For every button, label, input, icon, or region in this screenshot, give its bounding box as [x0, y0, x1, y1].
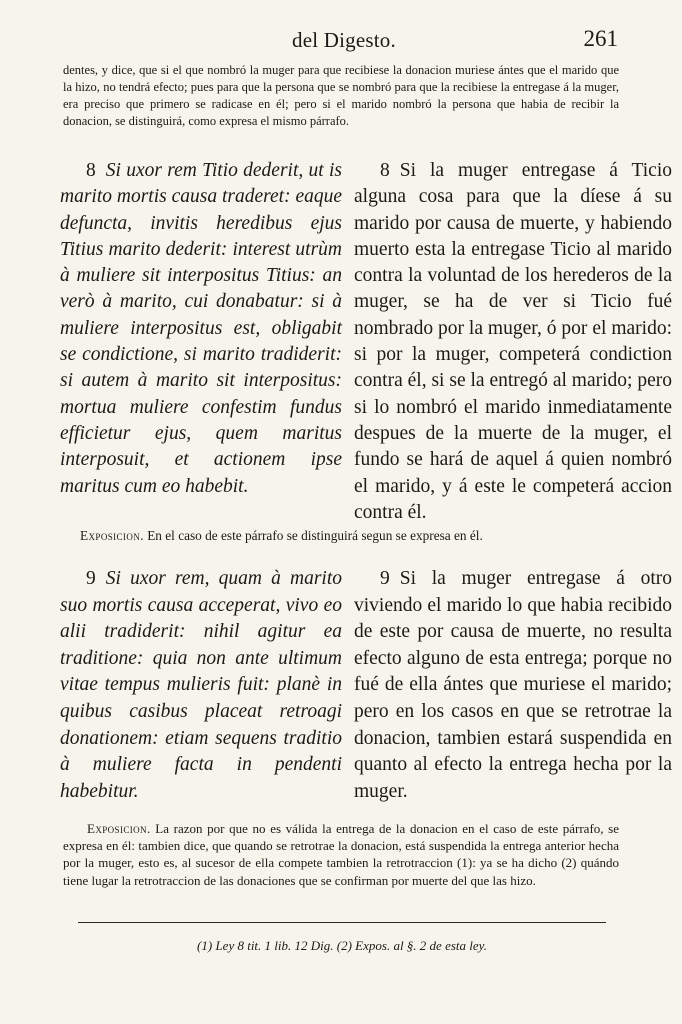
paragraph-9-latin — [60, 566, 342, 805]
paragraph-8-latin-number: 8 — [86, 160, 96, 181]
exposicion-1-label: Exposicion. — [80, 528, 144, 543]
paragraph-8-spanish-number: 8 — [380, 160, 390, 181]
paragraph-9-latin-text: Si uxor rem, quam à marito suo mortis causa acceperat, vivo eo alii tradiderit: nihil agitur ea traditione: quia non ante ultimum vitae tempus mulieris fuit: planè in quibus casibus placeat retroagi donationem: etiam sequens traditio à muliere facta in pendenti habebitur. — [60, 568, 342, 802]
running-title: del Digesto. — [292, 28, 396, 52]
exposicion-2-text: La razon por que no es válida la entrega de la donacion en el caso de este párrafo, se expresa en él: tambien dice, que quando se retrotrae la donacion, está suspendida la entrega anterior hecha por la muger, esto es, al sucesor de ella compete tambien la retrotraccion (1): ya se ha dicho (2) quándo tiene lugar la retrotraccion de las donaciones que se confirman por muerte del que las hizo. — [63, 821, 620, 888]
exposicion-2-label: Exposicion. — [87, 821, 151, 836]
paragraph-9-spanish — [354, 566, 672, 805]
paragraph-9-spanish-text: Si la muger entregase á otro viviendo el marido lo que habia recibido de este por causa de muerte, no resulta efecto alguno de esta entrega; porque no fué de ella ántes que muriese el marido; pero en los casos en que se retrotrae la donacion, tambien estará suspendida en quanto al efecto la entrega hecha por la muger. — [354, 568, 672, 802]
paragraph-8 — [60, 158, 672, 523]
page-number: 261 — [583, 26, 618, 51]
paragraph-8-spanish — [354, 158, 672, 526]
paragraph-8-spanish-text: Si la muger entregase á Ticio alguna cosa para que la díese á su marido por causa de muerte, y habiendo muerto esta la entregase Ticio al marido contra la voluntad de los herederos de la muger, se ha de ver si Ticio fué nombrado por la muger, ó por el marido: si por la muger, competerá condiction contra él, si se la entregó al marido; pero si lo nombró el marido inmediatamente despues de la muerte de la muger, el fundo se hará de aquel á quien nombró el marido, y á este le competerá accion contra él. — [354, 160, 672, 523]
paragraph-9-latin-number: 9 — [86, 568, 96, 589]
exposicion-2 — [63, 820, 619, 889]
paragraph-8-latin — [60, 158, 342, 500]
paragraph-9 — [60, 566, 672, 816]
footnotes: (1) Ley 8 tit. 1 lib. 12 Dig. (2) Expos. al §. 2 de esta ley. — [197, 938, 487, 953]
footnote-rule — [78, 922, 606, 923]
paragraph-8-latin-text: Si uxor rem Titio dederit, ut is marito mortis causa traderet: eaque defuncta, invitis heredibus ejus Titius marito dederit: interest utrùm à muliere sit interpositus Titius: an verò à marito, cui donabatur: si à muliere interpositus est, obligabit se condictione, si marito tradiderit: si autem à marito sit interpositus: mortua muliere confestim fundus efficietur ejus, quem maritus interposuit, et actionem ipse maritus cum eo habebit. — [60, 160, 342, 497]
exposicion-1-text: En el caso de este párrafo se distinguirá segun se expresa en él. — [147, 528, 483, 543]
running-head — [70, 22, 618, 56]
paragraph-9-spanish-number: 9 — [380, 568, 390, 589]
exposicion-1 — [80, 527, 620, 545]
intro-paragraph: dentes, y dice, que si el que nombró la muger para que recibiese la donacion muriese ántes que el marido que la hizo, no tendrá efecto; pues para que la persona que se nombró para que la recibiese la entregase á la muger, era preciso que primero se radicase en él; pero si el marido nombró la persona que habia de recibir la donacion, se distinguirá, como expresa el mismo párrafo. — [63, 63, 619, 128]
